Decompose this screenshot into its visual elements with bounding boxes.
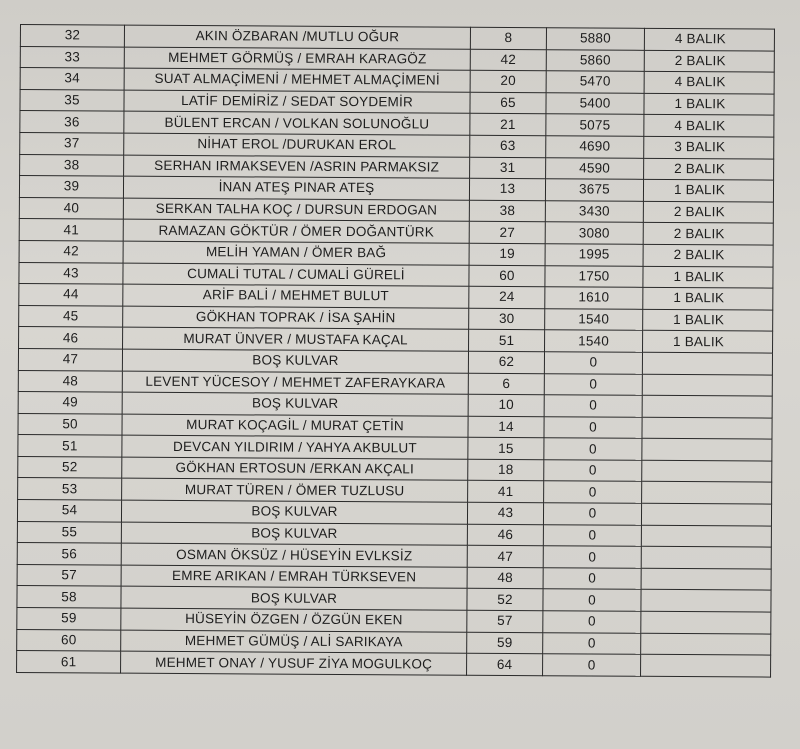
lane-cell: 18 [468,459,544,481]
fish-count-cell: 1 BALIK [643,309,773,331]
team-name-cell: BÜLENT ERCAN / VOLKAN SOLUNOĞLU [124,112,470,136]
fish-count-cell [642,417,772,439]
table-row [17,651,771,677]
team-name-cell: ARİF BALİ / MEHMET BULUT [123,284,469,308]
team-name-cell: BOŞ KULVAR [122,349,468,373]
score-cell: 5400 [546,92,644,114]
rank-cell: 38 [20,154,124,176]
score-cell: 5860 [546,49,644,71]
team-name-cell: RAMAZAN GÖKTÜR / ÖMER DOĞANTÜRK [123,219,469,243]
score-cell: 1750 [545,265,643,287]
lane-cell: 21 [470,114,546,136]
score-cell: 3080 [545,222,643,244]
lane-cell: 24 [469,286,545,308]
lane-cell: 62 [468,351,544,373]
team-name-cell: MELİH YAMAN / ÖMER BAĞ [123,241,469,265]
fish-count-cell: 1 BALIK [643,266,773,288]
results-table-body [17,25,775,677]
score-cell: 0 [544,373,642,395]
rank-cell: 44 [19,284,123,306]
rank-cell: 57 [17,564,121,586]
score-cell: 0 [543,524,641,546]
team-name-cell: MEHMET ONAY / YUSUF ZİYA MOGULKOÇ [121,651,467,675]
score-cell: 0 [544,416,642,438]
rank-cell: 45 [19,305,123,327]
results-table [16,24,775,677]
score-cell: 0 [544,460,642,482]
score-cell: 4590 [546,157,644,179]
score-cell: 0 [543,568,641,590]
team-name-cell: LEVENT YÜCESOY / MEHMET ZAFERAYKARA [122,371,468,395]
fish-count-cell: 3 BALIK [644,136,774,158]
fish-count-cell [642,482,772,504]
lane-cell: 42 [470,49,546,71]
score-cell: 0 [543,503,641,525]
rank-cell: 54 [17,500,121,522]
fish-count-cell [642,460,772,482]
score-cell: 0 [543,632,641,654]
lane-cell: 30 [469,308,545,330]
team-name-cell: MURAT TÜREN / ÖMER TUZLUSU [122,479,468,503]
fish-count-cell: 1 BALIK [643,287,773,309]
lane-cell: 65 [470,92,546,114]
rank-cell: 36 [20,111,124,133]
score-cell: 5075 [546,114,644,136]
lane-cell: 8 [470,27,546,49]
lane-cell: 13 [469,178,545,200]
team-name-cell: İNAN ATEŞ PINAR ATEŞ [123,176,469,200]
fish-count-cell [642,439,772,461]
score-cell: 0 [544,352,642,374]
rank-cell: 58 [17,586,121,608]
lane-cell: 48 [467,567,543,589]
lane-cell: 59 [467,632,543,654]
fish-count-cell [641,633,771,655]
rank-cell: 35 [20,89,124,111]
team-name-cell: AKIN ÖZBARAN /MUTLU OĞUR [124,25,470,49]
score-cell: 3675 [545,179,643,201]
lane-cell: 31 [470,157,546,179]
fish-count-cell [641,655,771,677]
rank-cell: 40 [19,197,123,219]
fish-count-cell [641,590,771,612]
fish-count-cell: 1 BALIK [644,93,774,115]
lane-cell: 38 [469,200,545,222]
lane-cell: 20 [470,70,546,92]
fish-count-cell [642,352,772,374]
team-name-cell: CUMALİ TUTAL / CUMALİ GÜRELİ [123,263,469,287]
rank-cell: 59 [17,608,121,630]
team-name-cell: SUAT ALMAÇİMENİ / MEHMET ALMAÇİMENİ [124,68,470,92]
team-name-cell: BOŞ KULVAR [121,522,467,546]
rank-cell: 55 [17,521,121,543]
rank-cell: 34 [20,68,124,90]
score-cell: 5880 [546,28,644,50]
team-name-cell: OSMAN ÖKSÜZ / HÜSEYİN EVLKSİZ [121,543,467,567]
rank-cell: 51 [18,435,122,457]
fish-count-cell: 1 BALIK [643,179,773,201]
fish-count-cell: 2 BALIK [643,201,773,223]
score-cell: 4690 [546,136,644,158]
rank-cell: 47 [18,348,122,370]
score-cell: 1995 [545,244,643,266]
lane-cell: 27 [469,222,545,244]
score-cell: 0 [543,589,641,611]
team-name-cell: GÖKHAN ERTOSUN /ERKAN AKÇALI [122,457,468,481]
score-cell: 0 [544,438,642,460]
lane-cell: 41 [468,481,544,503]
fish-count-cell: 2 BALIK [643,244,773,266]
rank-cell: 37 [20,132,124,154]
score-cell: 5470 [546,71,644,93]
fish-count-cell: 2 BALIK [643,223,773,245]
lane-cell: 15 [468,438,544,460]
rank-cell: 39 [19,176,123,198]
rank-cell: 50 [18,413,122,435]
lane-cell: 47 [467,545,543,567]
team-name-cell: BOŞ KULVAR [121,587,467,611]
team-name-cell: BOŞ KULVAR [122,392,468,416]
team-name-cell: MEHMET GÖRMÜŞ / EMRAH KARAGÖZ [124,47,470,71]
score-cell: 1540 [545,330,643,352]
fish-count-cell: 4 BALIK [644,28,774,50]
rank-cell: 56 [17,543,121,565]
lane-cell: 19 [469,243,545,265]
fish-count-cell [642,374,772,396]
score-cell: 0 [543,546,641,568]
score-cell: 1610 [545,287,643,309]
lane-cell: 64 [467,653,543,675]
score-cell: 3430 [545,200,643,222]
lane-cell: 46 [467,524,543,546]
score-cell: 1540 [545,308,643,330]
fish-count-cell [641,503,771,525]
rank-cell: 42 [19,240,123,262]
lane-cell: 51 [469,330,545,352]
team-name-cell: BOŞ KULVAR [121,500,467,524]
score-cell: 0 [543,611,641,633]
team-name-cell: GÖKHAN TOPRAK / İSA ŞAHİN [123,306,469,330]
fish-count-cell: 4 BALIK [644,72,774,94]
fish-count-cell: 2 BALIK [644,158,774,180]
lane-cell: 60 [469,265,545,287]
team-name-cell: EMRE ARIKAN / EMRAH TÜRKSEVEN [121,565,467,589]
rank-cell: 48 [18,370,122,392]
fish-count-cell [641,547,771,569]
team-name-cell: SERHAN IRMAKSEVEN /ASRIN PARMAKSIZ [124,155,470,179]
lane-cell: 52 [467,589,543,611]
score-cell: 0 [544,481,642,503]
lane-cell: 14 [468,416,544,438]
rank-cell: 61 [17,651,121,673]
fish-count-cell [642,395,772,417]
rank-cell: 32 [20,25,124,47]
lane-cell: 6 [468,373,544,395]
rank-cell: 43 [19,262,123,284]
team-name-cell: MEHMET GÜMÜŞ / ALİ SARIKAYA [121,630,467,654]
team-name-cell: NİHAT EROL /DURUKAN EROL [124,133,470,157]
rank-cell: 49 [18,392,122,414]
team-name-cell: DEVCAN YILDIRIM / YAHYA AKBULUT [122,435,468,459]
rank-cell: 60 [17,629,121,651]
rank-cell: 33 [20,46,124,68]
fish-count-cell [641,525,771,547]
lane-cell: 43 [467,502,543,524]
fish-count-cell: 1 BALIK [643,331,773,353]
lane-cell: 10 [468,394,544,416]
fish-count-cell: 2 BALIK [644,50,774,72]
fish-count-cell: 4 BALIK [644,115,774,137]
team-name-cell: MURAT KOÇAGİL / MURAT ÇETİN [122,414,468,438]
score-cell: 0 [543,654,641,676]
score-cell: 0 [544,395,642,417]
fish-count-cell [641,611,771,633]
team-name-cell: MURAT ÜNVER / MUSTAFA KAÇAL [123,327,469,351]
team-name-cell: HÜSEYİN ÖZGEN / ÖZGÜN EKEN [121,608,467,632]
rank-cell: 53 [18,478,122,500]
fish-count-cell [641,568,771,590]
team-name-cell: SERKAN TALHA KOÇ / DURSUN ERDOGAN [123,198,469,222]
lane-cell: 57 [467,610,543,632]
rank-cell: 52 [18,456,122,478]
team-name-cell: LATİF DEMİRİZ / SEDAT SOYDEMİR [124,90,470,114]
rank-cell: 46 [19,327,123,349]
rank-cell: 41 [19,219,123,241]
lane-cell: 63 [470,135,546,157]
